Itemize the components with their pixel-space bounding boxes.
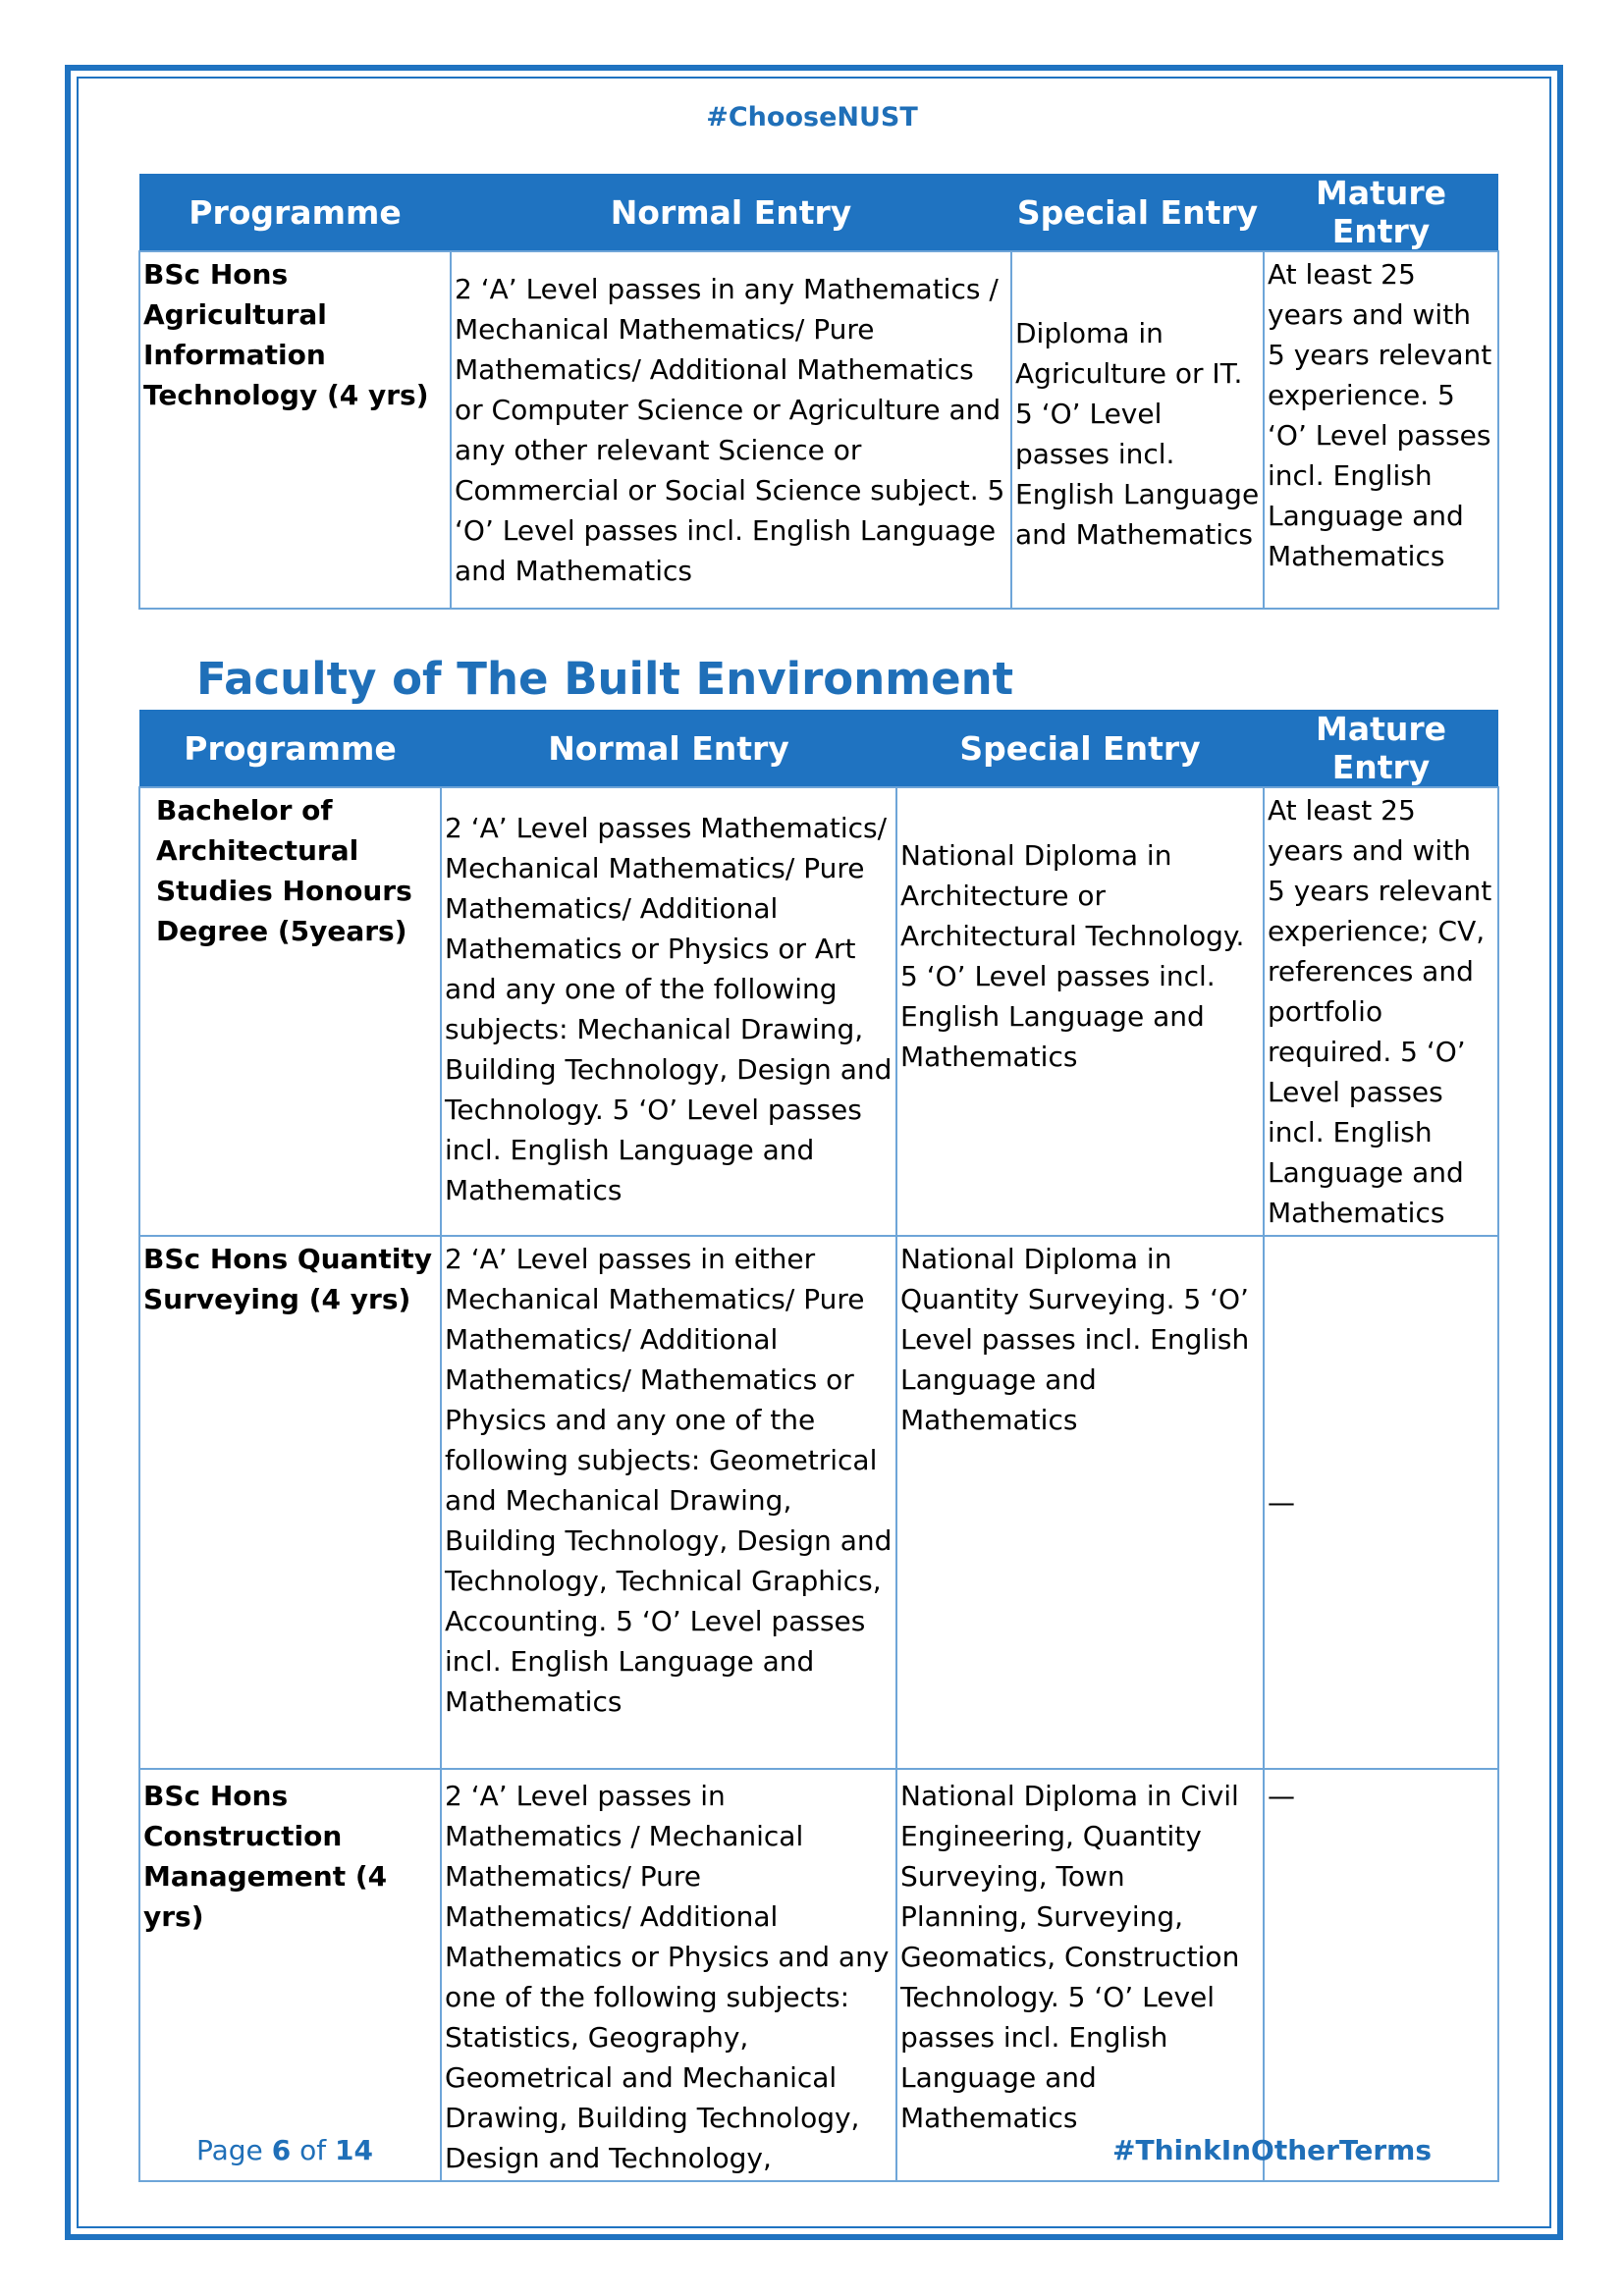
page-of-label: of (299, 2134, 327, 2166)
programme-cell: BSc Hons Agricultural Information Technology (4 yrs) (139, 251, 451, 609)
special-entry-cell: National Diploma in Quantity Surveying. 5 ‘O’ Level passes incl. English Language and Mathematics (896, 1236, 1264, 1769)
programme-cell: BSc Hons Construction Management (4 yrs) (139, 1769, 441, 2181)
footer-hashtag: #ThinkInOtherTerms (1112, 2134, 1432, 2166)
normal-entry-cell: 2 ‘A’ Level passes in any Mathematics / Mechanical Mathematics/ Pure Mathematics/ Additional Mathematics or Computer Science or Agriculture and any other relevant Science or Commercial or Social Science subject. 5 ‘O’ Level passes incl. English Language and Mathematics (451, 251, 1011, 609)
special-entry-cell: Diploma in Agriculture or IT. 5 ‘O’ Level passes incl. English Language and Mathematics (1011, 251, 1264, 609)
built-environment-table (138, 710, 1499, 2182)
normal-entry-cell: 2 ‘A’ Level passes in Mathematics / Mechanical Mathematics/ Pure Mathematics/ Additional Mathematics or Physics and any one of the following subjects: Statistics, Geography, Geometrical and Mechanical Drawing, Building Technology, Design and Technology, (441, 1769, 896, 2181)
special-entry-cell: National Diploma in Architecture or Architectural Technology. 5 ‘O’ Level passes incl. English Language and Mathematics (896, 787, 1264, 1236)
page-number (196, 2134, 373, 2166)
mature-entry-cell: At least 25 years and with 5 years relevant experience. 5 ‘O’ Level passes incl. English Language and Mathematics (1264, 251, 1498, 609)
table-header-row (139, 174, 1498, 251)
programme-cell: Bachelor of Architectural Studies Honours Degree (5years) (139, 787, 441, 1236)
page-label: Page (196, 2134, 263, 2166)
mature-entry-cell: At least 25 years and with 5 years relevant experience; CV, references and portfolio required. 5 ‘O’ Level passes incl. English Language and Mathematics (1264, 787, 1498, 1236)
col-header-normal: Normal Entry (441, 710, 896, 787)
table-row (139, 1769, 1498, 2181)
mature-entry-cell: — (1264, 1769, 1498, 2181)
col-header-mature: Mature Entry (1264, 174, 1498, 251)
faculty-title: Faculty of The Built Environment (196, 653, 1014, 705)
normal-entry-cell: 2 ‘A’ Level passes Mathematics/ Mechanical Mathematics/ Pure Mathematics/ Additional Mathematics or Physics or Art and any one of the following subjects: Mechanical Drawing, Building Technology, Design and Technology. 5 ‘O’ Level passes incl. English Language and Mathematics (441, 787, 896, 1236)
col-header-special: Special Entry (896, 710, 1264, 787)
agri-it-table (138, 174, 1499, 610)
mature-entry-cell: — (1264, 1236, 1498, 1769)
col-header-programme: Programme (139, 710, 441, 787)
page-total: 14 (335, 2134, 373, 2166)
col-header-special: Special Entry (1011, 174, 1264, 251)
table-row (139, 1236, 1498, 1769)
col-header-mature: Mature Entry (1264, 710, 1498, 787)
special-entry-cell: National Diploma in Civil Engineering, Quantity Surveying, Town Planning, Surveying, Geomatics, Construction Technology. 5 ‘O’ Level passes incl. English Language and Mathematics (896, 1769, 1264, 2181)
programme-cell: BSc Hons Quantity Surveying (4 yrs) (139, 1236, 441, 1769)
normal-entry-cell: 2 ‘A’ Level passes in either Mechanical Mathematics/ Pure Mathematics/ Additional Mathematics/ Mathematics or Physics and any one of the following subjects: Geometrical and Mechanical Drawing, Building Technology, Design and Technology, Technical Graphics, Accounting. 5 ‘O’ Level passes incl. English Language and Mathematics (441, 1236, 896, 1769)
page-current: 6 (271, 2134, 292, 2166)
header-hashtag: #ChooseNUST (706, 102, 918, 133)
table-row (139, 251, 1498, 609)
table-header-row (139, 710, 1498, 787)
col-header-programme: Programme (139, 174, 451, 251)
table-row (139, 787, 1498, 1236)
col-header-normal: Normal Entry (451, 174, 1011, 251)
